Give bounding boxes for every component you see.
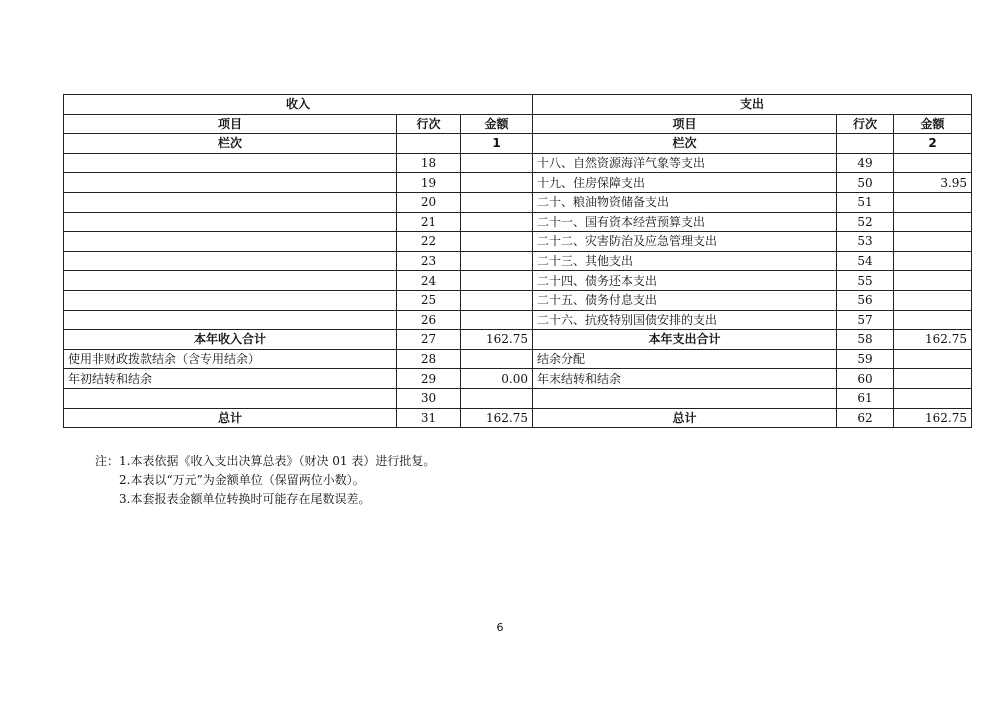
expense-row-no-cell: 58 [837, 330, 894, 350]
income-row-no-cell: 20 [397, 192, 461, 212]
expense-item-cell: 结余分配 [533, 349, 837, 369]
expense-amount-cell [894, 388, 972, 408]
income-section-header: 收入 [64, 95, 533, 115]
income-expense-table [63, 94, 972, 428]
income-row-no-cell: 24 [397, 271, 461, 291]
income-item-cell: 本年收入合计 [64, 330, 397, 350]
expense-row-no-header: 行次 [837, 114, 894, 134]
expense-amount-cell [894, 310, 972, 330]
expense-item-cell: 二十三、其他支出 [533, 251, 837, 271]
expense-item-cell: 二十二、灾害防治及应急管理支出 [533, 232, 837, 252]
expense-section-header: 支出 [533, 95, 972, 115]
expense-amount-cell [894, 349, 972, 369]
income-row-no-header: 行次 [397, 114, 461, 134]
income-row-no-cell: 31 [397, 408, 461, 428]
table-row [64, 192, 972, 212]
income-row-no-cell: 18 [397, 153, 461, 173]
expense-item-cell: 年末结转和结余 [533, 369, 837, 389]
expense-item-cell: 总计 [533, 408, 837, 428]
income-item-cell: 总计 [64, 408, 397, 428]
note-2: 2.本表以“万元”为金额单位（保留两位小数）。 [119, 473, 365, 487]
expense-amount-cell [894, 212, 972, 232]
expense-row-no-cell: 51 [837, 192, 894, 212]
expense-amount-cell: 162.75 [894, 330, 972, 350]
expense-item-cell: 二十一、国有资本经营预算支出 [533, 212, 837, 232]
income-row-no-cell: 28 [397, 349, 461, 369]
expense-amount-cell [894, 251, 972, 271]
income-column-label: 栏次 [64, 134, 397, 154]
income-item-cell: 年初结转和结余 [64, 369, 397, 389]
income-item-cell: 使用非财政拨款结余（含专用结余） [64, 349, 397, 369]
expense-item-cell: 十八、自然资源海洋气象等支出 [533, 153, 837, 173]
page-number: 6 [496, 621, 504, 634]
income-amount-cell [461, 388, 533, 408]
expense-amount-cell [894, 232, 972, 252]
expense-item-cell: 二十五、债务付息支出 [533, 290, 837, 310]
table-row [64, 349, 972, 369]
expense-row-no-cell: 55 [837, 271, 894, 291]
income-amount-cell [461, 310, 533, 330]
income-item-cell [64, 192, 397, 212]
income-amount-cell: 0.00 [461, 369, 533, 389]
expense-row-no-cell: 60 [837, 369, 894, 389]
income-row-no-cell: 27 [397, 330, 461, 350]
income-amount-cell [461, 251, 533, 271]
expense-amount-cell [894, 271, 972, 291]
income-column-blank [397, 134, 461, 154]
expense-item-cell [533, 388, 837, 408]
income-amount-cell: 162.75 [461, 330, 533, 350]
income-amount-cell [461, 271, 533, 291]
expense-column-blank [837, 134, 894, 154]
income-row-no-cell: 26 [397, 310, 461, 330]
income-item-cell [64, 232, 397, 252]
table-row [64, 310, 972, 330]
table-row [64, 290, 972, 310]
income-item-cell [64, 271, 397, 291]
income-item-cell [64, 290, 397, 310]
expense-row-no-cell: 53 [837, 232, 894, 252]
table-row [64, 212, 972, 232]
income-amount-cell [461, 349, 533, 369]
table-row [64, 173, 972, 193]
income-row-no-cell: 25 [397, 290, 461, 310]
income-amount-header: 金额 [461, 114, 533, 134]
notes [95, 452, 435, 509]
expense-item-cell: 二十六、抗疫特别国债安排的支出 [533, 310, 837, 330]
income-item-cell [64, 212, 397, 232]
table-row [64, 271, 972, 291]
table-row [64, 251, 972, 271]
expense-column-label: 栏次 [533, 134, 837, 154]
expense-item-cell: 二十四、债务还本支出 [533, 271, 837, 291]
income-column-no: 1 [461, 134, 533, 154]
income-amount-cell [461, 290, 533, 310]
income-row-no-cell: 29 [397, 369, 461, 389]
income-amount-cell [461, 153, 533, 173]
income-amount-cell [461, 212, 533, 232]
table-body [64, 95, 972, 428]
expense-amount-cell [894, 192, 972, 212]
table-row [64, 330, 972, 350]
income-amount-cell [461, 232, 533, 252]
expense-amount-cell: 3.95 [894, 173, 972, 193]
expense-item-header: 项目 [533, 114, 837, 134]
income-item-cell [64, 310, 397, 330]
expense-row-no-cell: 62 [837, 408, 894, 428]
expense-amount-header: 金额 [894, 114, 972, 134]
income-item-header: 项目 [64, 114, 397, 134]
expense-amount-cell: 162.75 [894, 408, 972, 428]
note-3: 3.本套报表金额单位转换时可能存在尾数误差。 [119, 492, 371, 506]
income-item-cell [64, 173, 397, 193]
expense-amount-cell [894, 153, 972, 173]
header-row-columns [64, 114, 972, 134]
income-row-no-cell: 23 [397, 251, 461, 271]
expense-item-cell: 十九、住房保障支出 [533, 173, 837, 193]
expense-row-no-cell: 59 [837, 349, 894, 369]
income-row-no-cell: 19 [397, 173, 461, 193]
expense-row-no-cell: 54 [837, 251, 894, 271]
header-row-column-index [64, 134, 972, 154]
expense-column-no: 2 [894, 134, 972, 154]
header-row-sections [64, 95, 972, 115]
table-row [64, 388, 972, 408]
table-row [64, 232, 972, 252]
expense-item-cell: 二十、粮油物资储备支出 [533, 192, 837, 212]
expense-item-cell: 本年支出合计 [533, 330, 837, 350]
income-item-cell [64, 251, 397, 271]
note-1: 注：1.本表依据《收入支出决算总表》（财决 01 表）进行批复。 [95, 454, 436, 468]
income-item-cell [64, 388, 397, 408]
expense-amount-cell [894, 369, 972, 389]
expense-row-no-cell: 57 [837, 310, 894, 330]
income-amount-cell [461, 173, 533, 193]
expense-row-no-cell: 61 [837, 388, 894, 408]
income-amount-cell [461, 192, 533, 212]
income-row-no-cell: 22 [397, 232, 461, 252]
expense-row-no-cell: 49 [837, 153, 894, 173]
expense-row-no-cell: 52 [837, 212, 894, 232]
income-row-no-cell: 21 [397, 212, 461, 232]
expense-row-no-cell: 50 [837, 173, 894, 193]
income-row-no-cell: 30 [397, 388, 461, 408]
expense-row-no-cell: 56 [837, 290, 894, 310]
income-amount-cell: 162.75 [461, 408, 533, 428]
income-item-cell [64, 153, 397, 173]
table-row [64, 153, 972, 173]
table-row [64, 369, 972, 389]
expense-amount-cell [894, 290, 972, 310]
table-row [64, 408, 972, 428]
